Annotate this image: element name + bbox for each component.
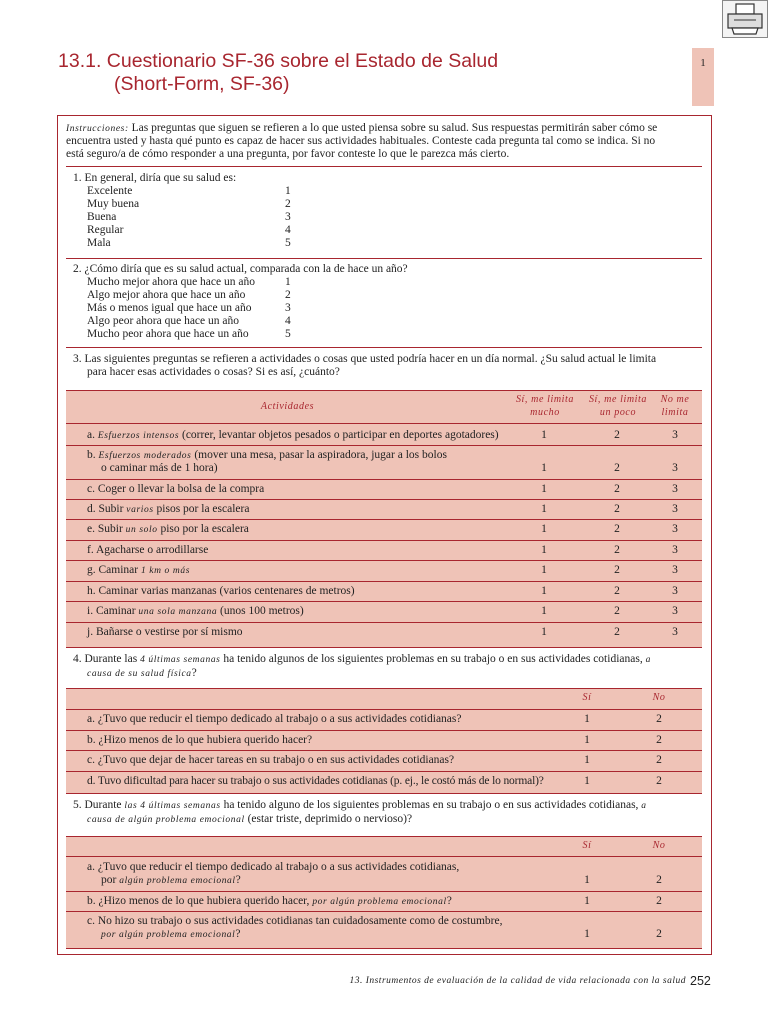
- q2-option-label: Mucho mejor ahora que hace un año: [87, 276, 255, 288]
- q1-option-value: 2: [285, 198, 291, 210]
- table-row-divider: [66, 560, 702, 561]
- q5-text-line-2: [87, 813, 412, 828]
- q3-row-b-suffix: (mover una mesa, pasar la aspiradora, jugar a los bolos: [191, 449, 447, 461]
- q3-row-b-v2: 2: [614, 462, 620, 474]
- q3-row-i-label: [87, 605, 304, 620]
- q3-row-f-v2: 2: [614, 544, 620, 556]
- q5-row-c-line2-suffix: ?: [235, 928, 241, 940]
- q4-row-label: a. ¿Tuvo que reducir el tiempo dedicado al trabajo o a sus actividades cotidianas?: [87, 713, 462, 725]
- q3-row-b-prefix: b.: [87, 449, 99, 461]
- q4-line2-suffix: ?: [191, 667, 197, 679]
- q4-prefix: 4. Durante las: [73, 653, 141, 665]
- q4-text-line-1: [73, 653, 651, 668]
- q2-option-value: 2: [285, 289, 291, 301]
- q4-middle: ha tenido algunos de los siguientes problemas en su trabajo o en sus actividades cotidianas,: [220, 653, 646, 665]
- q5-row-a-line2-italic: algún problema emocional: [119, 876, 236, 886]
- q3-row-i-v1: 1: [541, 605, 547, 617]
- q3-row-h-v1: 1: [541, 585, 547, 597]
- q3-row-c-label: c. Coger o llevar la bolsa de la compra: [87, 483, 265, 495]
- q4-line2-italic: causa de su salud física: [87, 669, 192, 679]
- instructions-line-3: está seguro/a de cómo responder a una pregunta, por favor conteste lo que le parezca más cierto.: [66, 148, 510, 160]
- q3-row-c-v1: 1: [541, 483, 547, 495]
- table-row-divider: [66, 423, 702, 424]
- table-row-divider: [66, 622, 702, 623]
- divider: [66, 347, 702, 348]
- table-row-divider: [66, 540, 702, 541]
- title-line-2: (Short-Form, SF-36): [114, 73, 290, 95]
- q1-text: 1. En general, diría que su salud es:: [73, 172, 237, 184]
- page-number: 252: [690, 974, 711, 988]
- q3-row-g-v3: 3: [672, 564, 678, 576]
- q5-middle: ha tenido alguno de los siguientes problemas en su trabajo o en sus actividades cotidianas,: [220, 799, 642, 811]
- q5-line2-suffix: (estar triste, deprimido o nervioso)?: [244, 813, 413, 825]
- q3-header-col3-line2: limita: [661, 407, 689, 418]
- q3-text-line-1: 3. Las siguientes preguntas se refieren a actividades o cosas que usted podría hacer en un día normal. ¿Su salud actual le limita: [73, 353, 657, 365]
- q3-row-h-v3: 3: [672, 585, 678, 597]
- q3-row-j-v3: 3: [672, 626, 678, 638]
- q5-row-a-line2: [101, 874, 241, 889]
- q3-row-g-v1: 1: [541, 564, 547, 576]
- q3-row-f-v1: 1: [541, 544, 547, 556]
- q3-row-h-v2: 2: [614, 585, 620, 597]
- q3-row-e-label: [87, 523, 249, 538]
- q2-option-label: Mucho peor ahora que hace un año: [87, 328, 249, 340]
- q4-text-line-2: [87, 667, 197, 682]
- q3-row-d-label: [87, 503, 249, 518]
- q5-row-b-no: 2: [656, 895, 662, 907]
- q1-option-label: Buena: [87, 211, 117, 223]
- q5-header-no: No: [652, 840, 666, 851]
- q3-text-line-2: para hacer esas actividades o cosas? Si es así, ¿cuánto?: [87, 366, 340, 378]
- q3-row-f-label: f. Agacharse o arrodillarse: [87, 544, 209, 556]
- q3-header-col2-line1: Sí, me limita: [588, 394, 648, 405]
- q4-row-yes: 1: [584, 713, 590, 725]
- q3-row-a-v2: 2: [614, 429, 620, 441]
- divider: [66, 166, 702, 167]
- q5-italic-1: las 4 últimas semanas: [124, 801, 221, 811]
- table-row-divider: [66, 499, 702, 500]
- q5-line2-italic: causa de algún problema emocional: [87, 815, 245, 825]
- q4-row-label: b. ¿Hizo menos de lo que hubiera querido hacer?: [87, 734, 313, 746]
- q3-row-b-v3: 3: [672, 462, 678, 474]
- q5-prefix: 5. Durante: [73, 799, 125, 811]
- q3-row-a-italic: Esfuerzos intensos: [97, 431, 180, 441]
- q3-row-b-italic: Esfuerzos moderados: [98, 451, 192, 461]
- instructions-label: Instrucciones:: [66, 124, 129, 134]
- table-row-divider: [66, 519, 702, 520]
- q3-row-g-prefix: g. Caminar: [87, 564, 141, 576]
- section-tab: [692, 48, 714, 106]
- q3-header-col3: [653, 393, 697, 419]
- q4-header-no: No: [652, 692, 666, 703]
- q4-row-label: d. Tuvo dificultad para hacer su trabajo o sus actividades cotidianas (p. ej., le costó más de lo normal)?: [87, 775, 544, 787]
- q4-row-yes: 1: [584, 775, 590, 787]
- q3-row-d-prefix: d. Subir: [87, 503, 127, 515]
- q3-row-d-v1: 1: [541, 503, 547, 515]
- q3-row-a-label: [87, 429, 499, 444]
- table-row-divider: [66, 911, 702, 912]
- q2-option-label: Más o menos igual que hace un año: [87, 302, 252, 314]
- q1-option-label: Excelente: [87, 185, 133, 197]
- q3-row-b-v1: 1: [541, 462, 547, 474]
- q1-option-label: Mala: [87, 237, 111, 249]
- q3-row-i-v2: 2: [614, 605, 620, 617]
- q3-row-i-italic: una sola manzana: [138, 607, 218, 617]
- q4-row-no: 2: [656, 734, 662, 746]
- q3-row-e-v1: 1: [541, 523, 547, 535]
- q5-row-c-yes: 1: [584, 928, 590, 940]
- q3-row-e-italic: un solo: [125, 525, 158, 535]
- table-row-divider: [66, 856, 702, 857]
- table-row-divider: [66, 771, 702, 772]
- q3-header-activities: Actividades: [260, 401, 315, 412]
- q3-row-e-v3: 3: [672, 523, 678, 535]
- q3-header-col1: [505, 393, 585, 419]
- q4-row-yes: 1: [584, 734, 590, 746]
- q1-option-value: 4: [285, 224, 291, 236]
- q3-header-col2: [578, 393, 658, 419]
- q2-option-label: Algo mejor ahora que hace un año: [87, 289, 246, 301]
- q3-row-e-v2: 2: [614, 523, 620, 535]
- q2-option-value: 3: [285, 302, 291, 314]
- table-row-divider: [66, 709, 702, 710]
- tab-number: 1: [700, 57, 706, 69]
- instructions-line-2: encuentra usted y hasta qué punto es capaz de hacer sus actividades habituales. Conteste cada pregunta tal como se indica. Si no: [66, 135, 656, 147]
- q4-italic-2: a: [645, 655, 651, 665]
- printer-icon[interactable]: [722, 0, 768, 38]
- q1-option-label: Muy buena: [87, 198, 140, 210]
- q3-row-j-label: j. Bañarse o vestirse por sí mismo: [87, 626, 243, 638]
- instructions-text-1: Las preguntas que siguen se refieren a lo que usted piensa sobre su salud. Sus respuestas permitirán saber cómo se: [131, 122, 658, 134]
- q5-row-a-line2-suffix: ?: [235, 874, 241, 886]
- q3-row-a-v1: 1: [541, 429, 547, 441]
- q3-row-g-italic: 1 km o más: [140, 566, 190, 576]
- q3-row-d-suffix: pisos por la escalera: [153, 503, 250, 515]
- q2-option-value: 4: [285, 315, 291, 327]
- q4-row-label: c. ¿Tuvo que dejar de hacer tareas en su trabajo o en sus actividades cotidianas?: [87, 754, 455, 766]
- q5-row-b-yes: 1: [584, 895, 590, 907]
- q5-row-a-line2-prefix: por: [101, 874, 120, 886]
- q5-text-line-1: [73, 799, 647, 814]
- q5-header-yes: Sí: [582, 840, 592, 851]
- q2-text: 2. ¿Cómo diría que es su salud actual, comparada con la de hace un año?: [73, 263, 408, 275]
- q3-row-d-v2: 2: [614, 503, 620, 515]
- table-row-divider: [66, 891, 702, 892]
- q1-option-label: Regular: [87, 224, 124, 236]
- q2-option-label: Algo peor ahora que hace un año: [87, 315, 239, 327]
- q3-row-d-v3: 3: [672, 503, 678, 515]
- q1-option-value: 3: [285, 211, 291, 223]
- q3-header-col1-line1: Sí, me limita: [515, 394, 575, 405]
- q4-row-no: 2: [656, 754, 662, 766]
- q5-row-c-no: 2: [656, 928, 662, 940]
- q5-row-a-yes: 1: [584, 874, 590, 886]
- page-title: [58, 50, 498, 96]
- q1-option-value: 5: [285, 237, 291, 249]
- q2-option-value: 5: [285, 328, 291, 340]
- q2-option-value: 1: [285, 276, 291, 288]
- q3-row-i-suffix: (unos 100 metros): [217, 605, 304, 617]
- table-row-divider: [66, 479, 702, 480]
- table-row-divider: [66, 750, 702, 751]
- q3-row-j-v1: 1: [541, 626, 547, 638]
- q4-row-yes: 1: [584, 754, 590, 766]
- q3-row-a-suffix: (correr, levantar objetos pesados o participar en deportes agotadores): [179, 429, 499, 441]
- divider: [66, 258, 702, 259]
- q3-row-b-line2: o caminar más de 1 hora): [101, 462, 218, 474]
- q3-row-c-v2: 2: [614, 483, 620, 495]
- q3-row-d-italic: varios: [126, 505, 154, 515]
- q3-header-col3-line1: No me: [660, 394, 690, 405]
- q3-row-i-prefix: i. Caminar: [87, 605, 139, 617]
- q4-row-no: 2: [656, 713, 662, 725]
- q5-row-b-italic: por algún problema emocional: [312, 897, 447, 907]
- q3-row-f-v3: 3: [672, 544, 678, 556]
- q3-row-e-prefix: e. Subir: [87, 523, 126, 535]
- q1-option-value: 1: [285, 185, 291, 197]
- table-row-divider: [66, 601, 702, 602]
- q5-row-b-prefix: b. ¿Hizo menos de lo que hubiera querido hacer,: [87, 895, 313, 907]
- q3-row-a-prefix: a.: [87, 429, 98, 441]
- q3-row-a-v3: 3: [672, 429, 678, 441]
- q4-row-no: 2: [656, 775, 662, 787]
- q3-row-g-label: [87, 564, 190, 579]
- q5-italic-2: a: [641, 801, 647, 811]
- q3-header-col1-line2: mucho: [530, 407, 560, 418]
- q5-row-a-no: 2: [656, 874, 662, 886]
- q3-row-h-label: h. Caminar varias manzanas (varios centenares de metros): [87, 585, 355, 597]
- q5-row-a-line1: a. ¿Tuvo que reducir el tiempo dedicado al trabajo o a sus actividades cotidianas,: [87, 861, 460, 873]
- q5-row-c-line2-italic: por algún problema emocional: [101, 930, 236, 940]
- q5-row-b-suffix: ?: [446, 895, 452, 907]
- q3-row-g-v2: 2: [614, 564, 620, 576]
- table-row-divider: [66, 445, 702, 446]
- q3-row-e-suffix: piso por la escalera: [157, 523, 249, 535]
- title-line-1: 13.1. Cuestionario SF-36 sobre el Estado de Salud: [58, 50, 499, 72]
- q3-row-i-v3: 3: [672, 605, 678, 617]
- q4-header-yes: Sí: [582, 692, 592, 703]
- q3-row-c-v3: 3: [672, 483, 678, 495]
- table-row-divider: [66, 581, 702, 582]
- q5-row-c-line1: c. No hizo su trabajo o sus actividades cotidianas tan cuidadosamente como de costumbre,: [87, 915, 503, 927]
- q5-row-b-label: [87, 895, 452, 910]
- q3-header-col2-line2: un poco: [599, 407, 637, 418]
- q4-italic-1: 4 últimas semanas: [140, 655, 221, 665]
- table-row-divider: [66, 730, 702, 731]
- footer-text: 13. Instrumentos de evaluación de la calidad de vida relacionada con la salud: [349, 976, 686, 986]
- q3-row-j-v2: 2: [614, 626, 620, 638]
- q5-row-c-line2: [101, 928, 241, 943]
